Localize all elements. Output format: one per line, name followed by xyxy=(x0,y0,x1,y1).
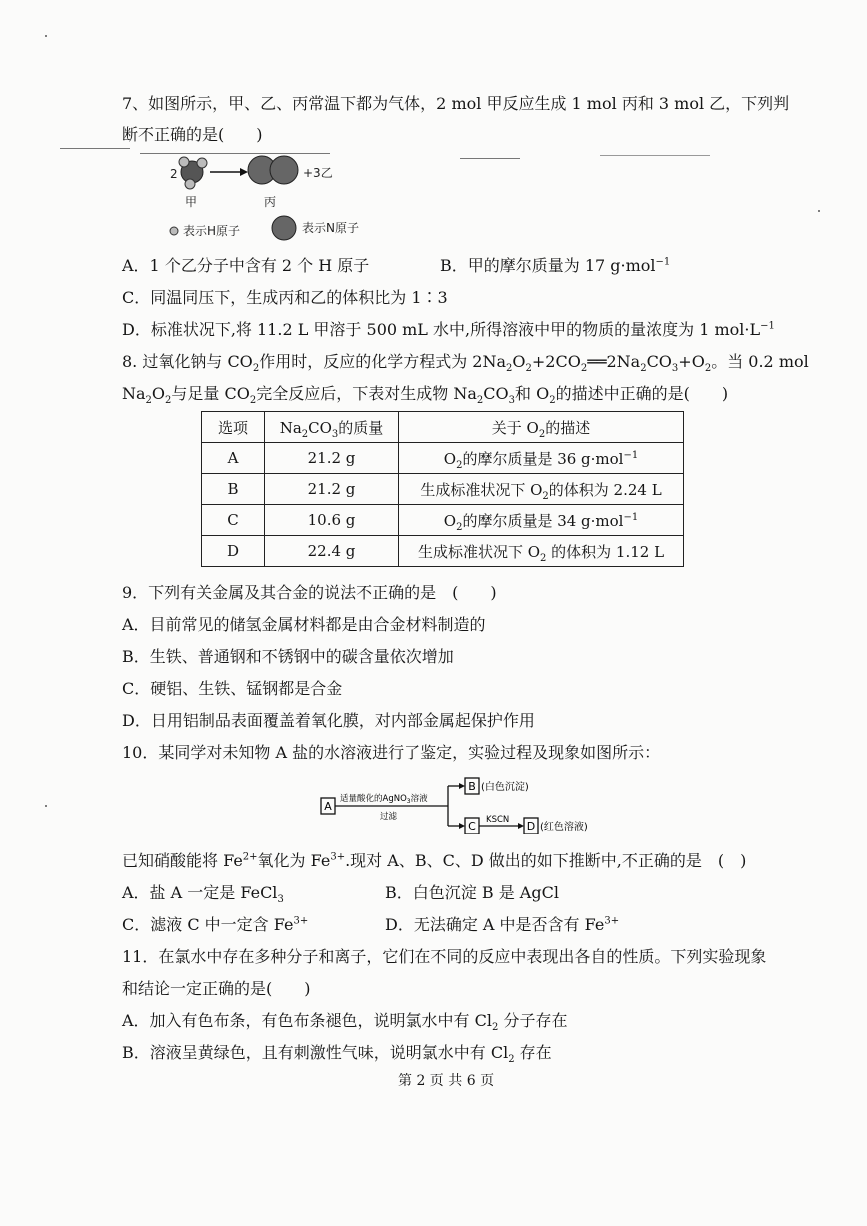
flow-box-a-label: A xyxy=(324,800,332,813)
flow-reagent-bottom: 过滤 xyxy=(380,812,398,822)
h-atom-icon xyxy=(170,227,178,235)
scan-streak xyxy=(600,155,710,156)
flow-d-note: (红色溶液) xyxy=(540,822,588,833)
header-mass: $Na_2CO_3$的质量 xyxy=(265,412,399,443)
q7-option-c: C．同温同压下，生成丙和乙的体积比为 1∶3 xyxy=(122,288,448,307)
label-bing: 丙 xyxy=(264,195,277,209)
flow-reagent-top: 适量酸化的AgNO$_3$溶液 xyxy=(340,794,428,805)
q8-stem-line1: 8. 过氧化钠与 $CO_2$作用时，反应的化学方程式为 $2Na_2O_2+2CO_2══2Na_2CO_3+O_2$。当 0.2 mol xyxy=(122,352,809,375)
q7-stem-line2: 断不正确的是( ) xyxy=(122,125,263,144)
row-option: C xyxy=(202,505,265,536)
legend-n: 表示N原子 xyxy=(302,221,359,235)
q7-option-a: A．1 个乙分子中含有 2 个 H 原子 xyxy=(122,256,370,275)
q8-stem-line2: $Na_2O_2$与足量 $CO_2$完全反应后，下表对生成物 $Na_2CO_3$和 $O_2$的描述中正确的是( ) xyxy=(122,384,729,407)
flow-arrow-head xyxy=(518,823,524,829)
q10-option-c: C．滤液 C 中一定含 $Fe^{3+}$ xyxy=(122,915,309,934)
row-mass: 22.4 g xyxy=(265,536,399,567)
legend-h: 表示H原子 xyxy=(183,224,241,238)
q10-option-d: D．无法确定 A 中是否含有 $Fe^{3+}$ xyxy=(385,915,620,934)
molecule-bing xyxy=(248,156,298,184)
row-option: D xyxy=(202,536,265,567)
row-option: A xyxy=(202,443,265,474)
flow-kscn: KSCN xyxy=(486,815,510,825)
n-atom-icon xyxy=(272,216,296,240)
row-desc: 生成标准状况下 $O_2$的体积为 2.24 L xyxy=(399,474,684,505)
q10-flow-diagram xyxy=(318,772,608,834)
q7-coef-left: 2 xyxy=(170,167,178,181)
page-footer: 第 2 页 共 6 页 xyxy=(398,1073,495,1089)
molecule-jia xyxy=(179,157,207,189)
row-mass: 21.2 g xyxy=(265,443,399,474)
q11-stem-line1: 11．在氯水中存在多种分子和离子，它们在不同的反应中表现出各自的性质。下列实验现象 xyxy=(122,947,767,966)
q9-option-d: D．日用铝制品表面覆盖着氧化膜，对内部金属起保护作用 xyxy=(122,711,535,730)
flow-b-note: (白色沉淀) xyxy=(481,782,529,793)
q10-known: 已知硝酸能将 $Fe^{2+}$氧化为 $Fe^{3+}$.现对 A、B、C、D 做出的如下推断中,不正确的是 ( ) xyxy=(122,851,747,870)
q9-stem: 9．下列有关金属及其合金的说法不正确的是 ( ) xyxy=(122,583,497,602)
q9-option-b: B．生铁、普通钢和不锈钢中的碳含量依次增加 xyxy=(122,647,454,666)
arrow-head xyxy=(240,168,248,176)
scan-streak xyxy=(460,158,520,159)
q9-option-c: C．硬铝、生铁、锰钢都是合金 xyxy=(122,679,343,698)
q11-stem-line2: 和结论一定正确的是( ) xyxy=(122,979,311,998)
flow-box-c-label: C xyxy=(468,820,476,833)
row-option: B xyxy=(202,474,265,505)
row-mass: 10.6 g xyxy=(265,505,399,536)
table-row xyxy=(202,474,684,505)
q11-option-b: B．溶液呈黄绿色，且有刺激性气味，说明氯水中有 $Cl_2$ 存在 xyxy=(122,1043,552,1066)
row-desc: $O_2$的摩尔质量是 36 g·mol$^{-1}$ xyxy=(399,443,684,474)
q11-option-a: A．加入有色布条，有色布条褪色，说明氯水中有 $Cl_2$ 分子存在 xyxy=(122,1011,568,1034)
q7-option-b: B．甲的摩尔质量为 17 g·mol$^{-1}$ xyxy=(440,256,671,275)
q8-options-table xyxy=(201,411,684,567)
flow-arrow-head xyxy=(459,783,465,789)
label-jia: 甲 xyxy=(185,195,198,209)
q7-product-suffix: +3乙 xyxy=(303,166,333,180)
row-mass: 21.2 g xyxy=(265,474,399,505)
header-desc: 关于 $O_2$的描述 xyxy=(399,412,684,443)
q9-option-a: A．目前常见的储氢金属材料都是由合金材料制造的 xyxy=(122,615,486,634)
row-desc: 生成标准状况下 $O_2$ 的体积为 1.12 L xyxy=(399,536,684,567)
scan-speck xyxy=(818,210,820,212)
q10-option-b: B．白色沉淀 B 是 AgCl xyxy=(385,883,559,902)
row-desc: $O_2$的摩尔质量是 34 g·mol$^{-1}$ xyxy=(399,505,684,536)
table-row xyxy=(202,505,684,536)
table-row xyxy=(202,443,684,474)
flow-box-d-label: D xyxy=(526,820,536,833)
q7-stem-line1: 7、如图所示，甲、乙、丙常温下都为气体，2 mol 甲反应生成 1 mol 丙和 3 mol 乙，下列判 xyxy=(122,94,790,113)
flow-box-b-label: B xyxy=(468,780,476,793)
scan-speck xyxy=(45,805,47,807)
flow-arrow-head xyxy=(459,823,465,829)
scan-speck xyxy=(45,35,47,37)
q7-molecule-figure xyxy=(150,150,410,245)
scan-streak xyxy=(60,148,130,149)
table-header-row xyxy=(202,412,684,443)
table-row xyxy=(202,536,684,567)
q7-option-d: D．标准状况下,将 11.2 L 甲溶于 500 mL 水中,所得溶液中甲的物质的量浓度为 1 $mol\cdot L^{-1}$ xyxy=(122,320,775,339)
q10-option-a: A．盐 A 一定是 FeCl$_3$ xyxy=(122,883,284,906)
header-option: 选项 xyxy=(202,412,265,443)
q10-stem: 10．某同学对未知物 A 盐的水溶液进行了鉴定，实验过程及现象如图所示： xyxy=(122,743,661,762)
